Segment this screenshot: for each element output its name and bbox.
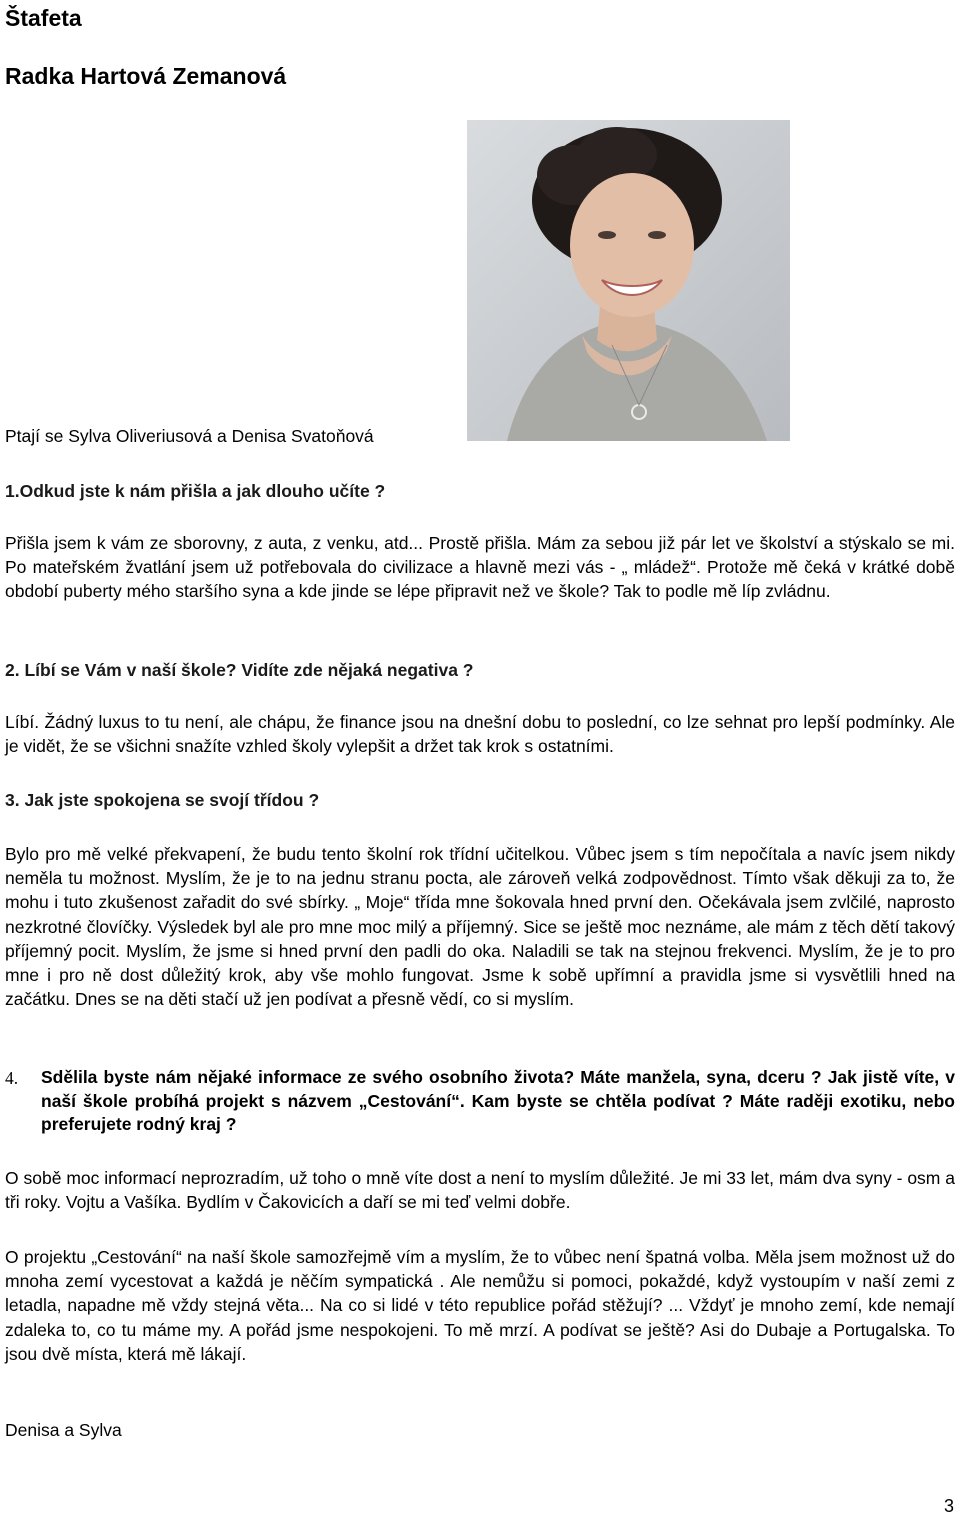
portrait-photo [467,120,790,441]
article-title: Štafeta [5,5,82,31]
page-number: 3 [943,1496,954,1516]
question-3: 3. Jak jste spokojena se svojí třídou ? [5,790,320,810]
question-4: Sdělila byste nám nějaké informace ze svého osobního života? Máte manžela, syna, dceru ? Jak jistě víte, v naší škole probíhá projekt s názvem „Cestování“. Kam byste se chtěla podívat ? Máte raději exotiku, nebo preferujete rodný kraj ? [41,1067,955,1134]
question-2: 2. Líbí se Vám v naší škole? Vidíte zde nějaká negativa ? [5,660,474,680]
answer-3: Bylo pro mě velké překvapení, že budu tento školní rok třídní učitelkou. Vůbec jsem s tím nepočítala a navíc jsem nikdy neměla tu možnost. Myslím, že je to na jednu stranu pocta, ale zároveň velká zodpovědnost. Tímto však děkuji za to, že mohu i tuto zkušenost zařadit do své sbírky. „ Moje“ třída mne šokovala hned první den. Očekávala jsem zvlčilé, naprosto nezkrotné človíčky. Výsledek byl ale pro mne moc milý a příjemný. Sice se ještě moc neznáme, ale mám z těch dětí takový příjemný pocit. Myslím, že jsme si hned první den padli do oka. Naladili se tak na stejnou frekvenci. Myslím, že je to pro mne i pro ně dost důležitý krok, aby vše mohlo fungovat. Jsme k sobě upřímní a pravidla jsme si vysvětlili hned na začátku. Dnes se na děti stačí už jen podívat a přesně vědí, co si myslím. [5,844,955,1010]
question-4-number: 4. [5,1068,19,1088]
answer-1: Přišla jsem k vám ze sborovny, z auta, z venku, atd... Prostě přišla. Mám za sebou již pár let ve školství a stýskalo se mi. Po mateřském žvatlání jsem už potřebovala do civilizace a hlavně mezi vás - „ mládež“. Protože mě čeká v krátké době období puberty mého staršího syna a kde jinde se lépe připravit než ve škole? Tak to podle mě líp zvládnu. [5,533,955,602]
article-author: Radka Hartová Zemanová [5,63,287,89]
answer-4-part-2: O projektu „Cestování“ na naší škole samozřejmě vím a myslím, že to vůbec není špatná volba. Měla jsem možnost už do mnoha zemí vycestovat a každá je něčím sympatická . Ale nemůžu si pomoci, pokaždé, když vystoupím v naší zemi z letadla, napadne mě vždy stejná věta... Na co si lidé v této republice pořád stěžují? ... Vždyť je mnoho zemí, kde nemají zdaleka to, co tu máme my. A pořád jsme nespokojeni. To mě mrzí. A podívat se ještě? Asi do Dubaje a Portugalska. To jsou dvě místa, která mě lákají. [5,1247,955,1364]
portrait-photo-icon [467,120,790,441]
answer-4-part-1: O sobě moc informací neprozradím, už toho o mně víte dost a není to myslím důležité. Je mi 33 let, mám dva syny - osm a tři roky. Vojtu a Vašíka. Bydlím v Čakovicích a daří se mi teď velmi dobře. [5,1168,955,1213]
interviewers-line: Ptají se Sylva Oliveriusová a Denisa Svatoňová [5,426,374,446]
question-1: 1.Odkud jste k nám přišla a jak dlouho učíte ? [5,481,386,501]
answer-2: Líbí. Žádný luxus to tu není, ale chápu, že finance jsou na dnešní dobu to poslední, co lze sehnat pro lepší podmínky. Ale je vidět, že se všichni snažíte vzhled školy vylepšit a držet tak krok s ostatními. [5,712,955,757]
signature: Denisa a Sylva [5,1420,122,1440]
